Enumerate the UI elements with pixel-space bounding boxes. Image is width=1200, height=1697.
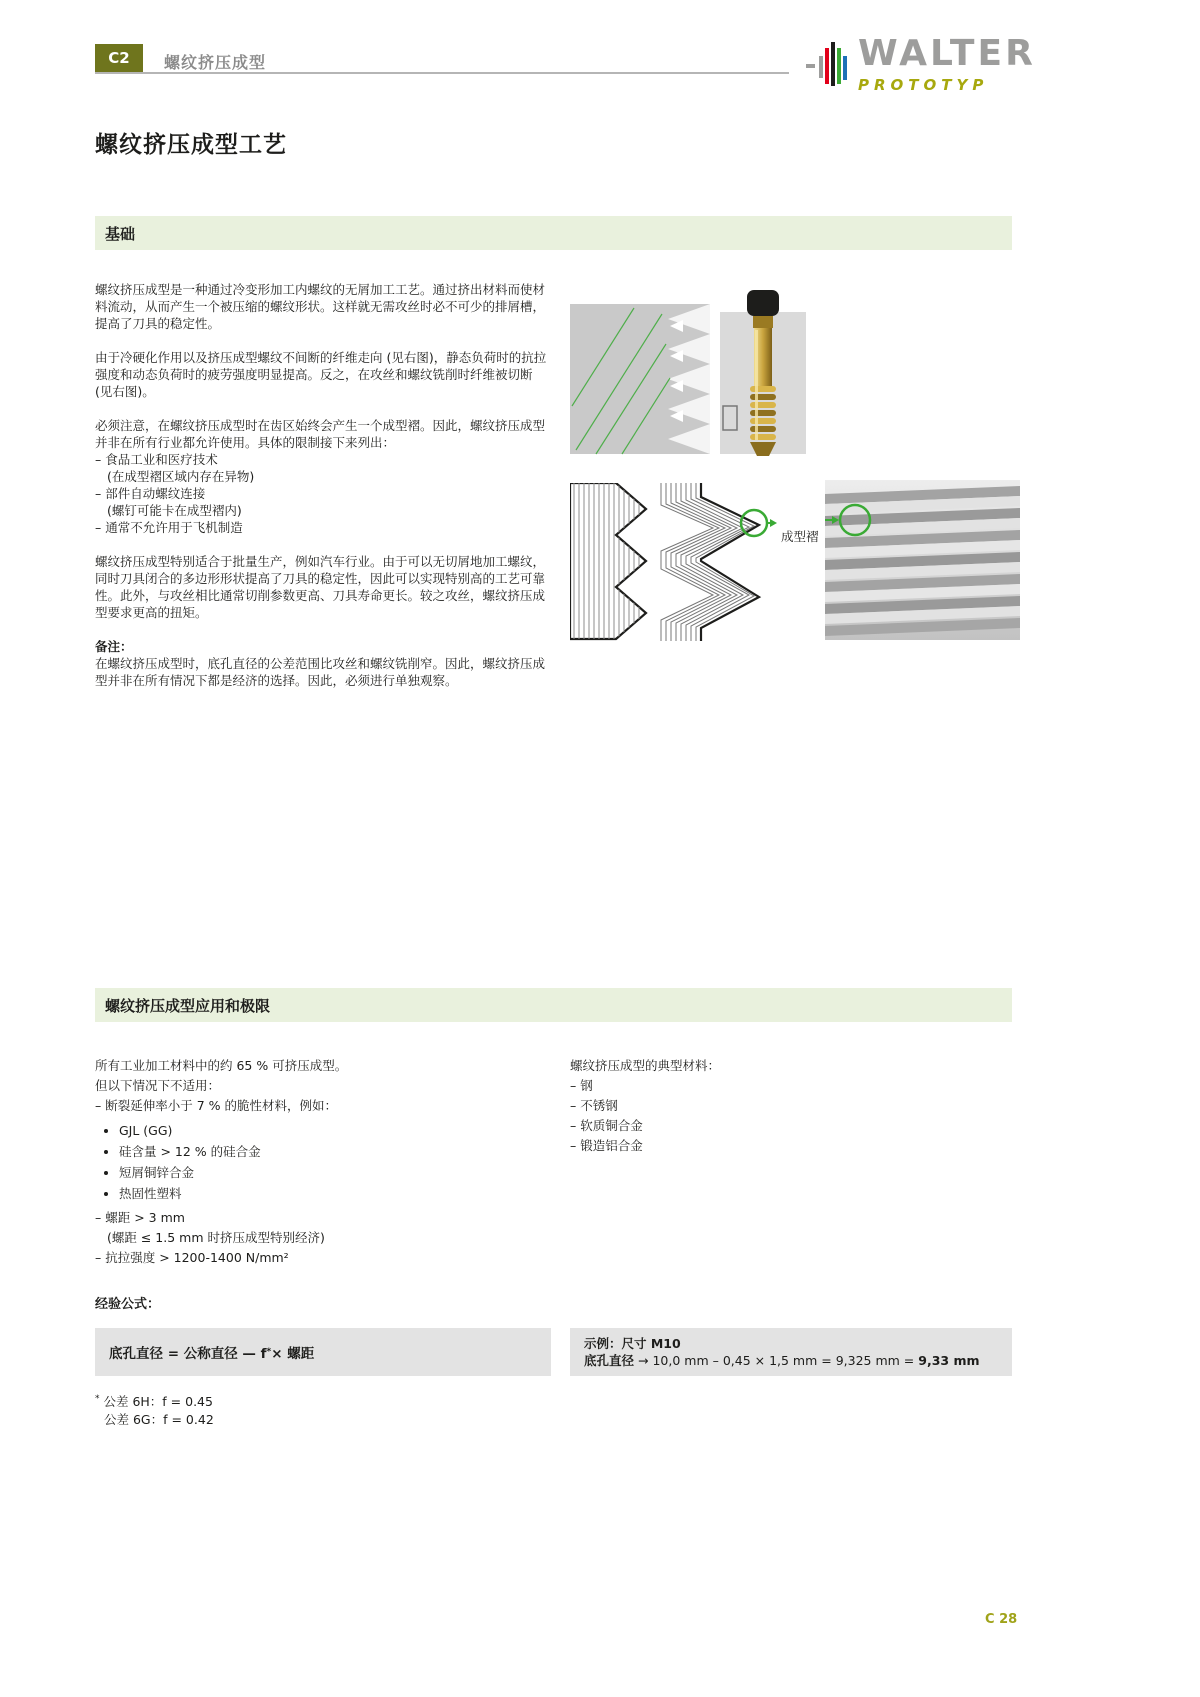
formula-asterisk: *	[266, 1347, 272, 1357]
footnote-1-text: 公差 6H：f = 0.45	[103, 1394, 213, 1410]
example-calculation	[584, 1352, 998, 1369]
brittle-materials-list	[101, 1120, 551, 1204]
list-item: • 硅含量 > 12 % 的硅合金	[119, 1141, 551, 1162]
list-item: • 短屑铜锌合金	[119, 1162, 551, 1183]
formula-text: 底孔直径 = 公称直径 — f	[109, 1346, 267, 1362]
restriction-item-sub: (螺钉可能卡在成型褶内)	[107, 503, 242, 518]
basics-restrictions	[95, 417, 551, 536]
chapter-badge: C2	[95, 44, 143, 72]
arrow-right-icon: →	[638, 1353, 649, 1368]
fig-cut-thread-fibers	[570, 483, 650, 641]
section-heading-basics: 基础	[95, 216, 1012, 250]
restriction-item: – 食品工业和医疗技术	[95, 452, 218, 467]
walter-logo-bars-icon	[806, 42, 852, 86]
fig-formed-thread-fibers	[655, 483, 777, 641]
formula-label: 经验公式：	[95, 1297, 161, 1312]
walter-prototyp-logo	[806, 34, 1036, 94]
note-text: 在螺纹挤压成型时，底孔直径的公差范围比攻丝和螺纹铣削窄。因此，螺纹挤压成型并非在所有情况下都是经济的选择。因此，必须进行单独观察。	[95, 656, 546, 688]
applications-item-pitch: – 螺距 > 3 mm	[95, 1210, 185, 1225]
applications-right-column	[570, 1056, 1012, 1156]
applications-intro-2: 但以下情况下不适用：	[95, 1078, 221, 1093]
formula-text: × 螺距	[271, 1346, 315, 1362]
restriction-item: – 部件自动螺纹连接	[95, 486, 206, 501]
fig-thread-forming-tap	[570, 288, 1020, 460]
footnote-asterisk: *	[95, 1394, 100, 1404]
basics-paragraph-4: 螺纹挤压成型特别适合于批量生产，例如汽车行业。由于可以无切屑地加工螺纹，同时刀具闭合的多边形形状提高了刀具的稳定性，因此可以实现特别高的工艺可靠性。此外，与攻丝相比通常切削参数更高、刀具寿命更长。较之攻丝，螺纹挤压成型要求更高的扭矩。	[95, 554, 546, 620]
walter-wordmark: WALTER	[858, 33, 1036, 74]
typical-materials-title: 螺纹挤压成型的典型材料：	[570, 1058, 721, 1073]
example-lead: 底孔直径	[584, 1353, 635, 1368]
basics-paragraph-3: 必须注意，在螺纹挤压成型时在齿区始终会产生一个成型褶。因此，螺纹挤压成型并非在所有行业都允许使用。具体的限制接下来列出：	[95, 418, 546, 450]
list-item: • 热固性塑料	[119, 1183, 551, 1204]
basics-paragraph-1: 螺纹挤压成型是一种通过冷变形加工内螺纹的无屑加工工艺。通过挤出材料而使材料流动，从而产生一个被压缩的螺纹形状。这样就无需攻丝时必不可少的排屑槽，提高了刀具的稳定性。	[95, 282, 546, 331]
typical-material-item: – 软质铜合金	[570, 1118, 643, 1133]
applications-left-column	[95, 1056, 551, 1268]
typical-material-item: – 不锈钢	[570, 1098, 618, 1113]
header-divider	[95, 72, 789, 74]
note-label: 备注：	[95, 639, 133, 654]
example-box	[570, 1328, 1012, 1376]
restriction-item: – 通常不允许用于飞机制造	[95, 520, 243, 535]
logo-text	[858, 34, 1036, 94]
footnote-2: 公差 6G：f = 0.42	[104, 1412, 214, 1428]
basics-text-column	[95, 281, 551, 689]
applications-item-brittle: – 断裂延伸率小于 7 % 的脆性材料，例如：	[95, 1098, 337, 1113]
basics-paragraph-2: 由于冷硬化作用以及挤压成型螺纹不间断的纤维走向 (见右图)，静态负荷时的抗拉强度和动态负荷时的疲劳强度明显提高。反之，在攻丝和螺纹铣削时纤维被切断 (见右图)。	[95, 350, 547, 399]
example-title: 示例：尺寸 M10	[584, 1336, 681, 1351]
applications-item-pitch-sub: (螺距 ≤ 1.5 mm 时挤压成型特别经济)	[107, 1230, 325, 1245]
footnote-1	[95, 1390, 214, 1411]
applications-intro-1: 所有工业加工材料中的约 65 % 可挤压成型。	[95, 1058, 348, 1073]
fig-formed-thread-photo	[825, 480, 1020, 640]
example-result: 9,33 mm	[918, 1353, 980, 1368]
example-body: 10,0 mm – 0,45 × 1,5 mm = 9,325 mm =	[652, 1353, 915, 1368]
restriction-item-sub: (在成型褶区域内存在异物)	[107, 469, 255, 484]
chapter-title: 螺纹挤压成型	[164, 53, 267, 72]
forming-fold-label: 成型褶	[781, 529, 819, 544]
prototyp-wordmark: PROTOTYP	[858, 76, 989, 94]
page-number: C 28	[985, 1612, 1018, 1627]
core-hole-formula-box	[95, 1328, 551, 1376]
typical-material-item: – 钢	[570, 1078, 593, 1093]
applications-item-strength: – 抗拉强度 > 1200-1400 N/mm²	[95, 1250, 289, 1265]
list-item: • GJL (GG)	[119, 1120, 551, 1141]
footnotes	[95, 1390, 214, 1429]
page-title: 螺纹挤压成型工艺	[95, 132, 287, 158]
section-heading-applications: 螺纹挤压成型应用和极限	[95, 988, 1012, 1022]
typical-material-item: – 锻造铝合金	[570, 1138, 643, 1153]
